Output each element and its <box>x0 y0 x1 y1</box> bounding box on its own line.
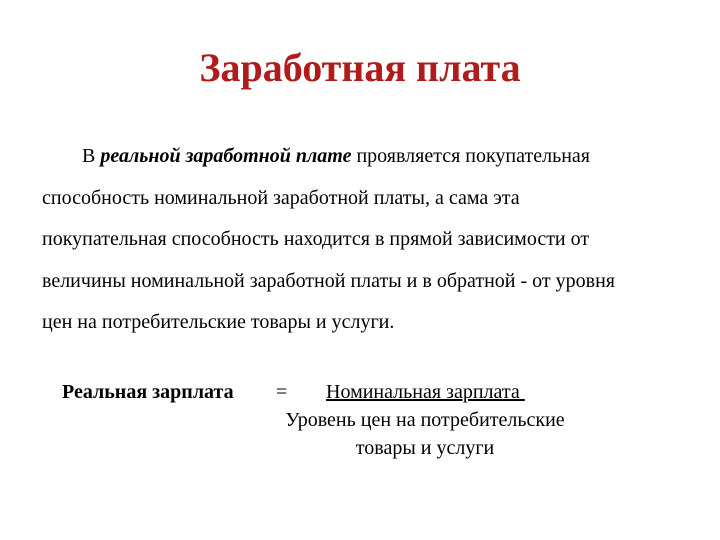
slide-title: Заработная плата <box>199 45 521 90</box>
paragraph-line-1 <box>42 136 692 178</box>
paragraph-line-1-end: проявляется покупательная <box>351 145 590 167</box>
formula-denominator <box>270 406 580 462</box>
emphasized-term: реальной заработной плате <box>100 145 352 167</box>
real-wage-formula <box>62 378 682 468</box>
formula-denominator-line-1: Уровень цен на потребительские <box>285 409 565 431</box>
paragraph-line-1-start: В <box>82 145 101 167</box>
paragraph-line-2: способность номинальной заработной платы, а сама эта <box>42 186 520 209</box>
formula-numerator: Номинальная зарплата <box>326 381 525 403</box>
paragraph-line-5: цен на потребительские товары и услуги. <box>42 311 395 333</box>
formula-lhs: Реальная зарплата <box>62 381 234 403</box>
paragraph-line-4: величины номинальной заработной платы и в обратной - от уровня <box>42 269 615 292</box>
body-paragraph <box>42 136 692 344</box>
paragraph-line-3: покупательная способность находится в прямой зависимости от <box>42 228 590 250</box>
formula-equals-sign: = <box>276 381 288 403</box>
formula-denominator-line-2: товары и услуги <box>355 437 495 459</box>
